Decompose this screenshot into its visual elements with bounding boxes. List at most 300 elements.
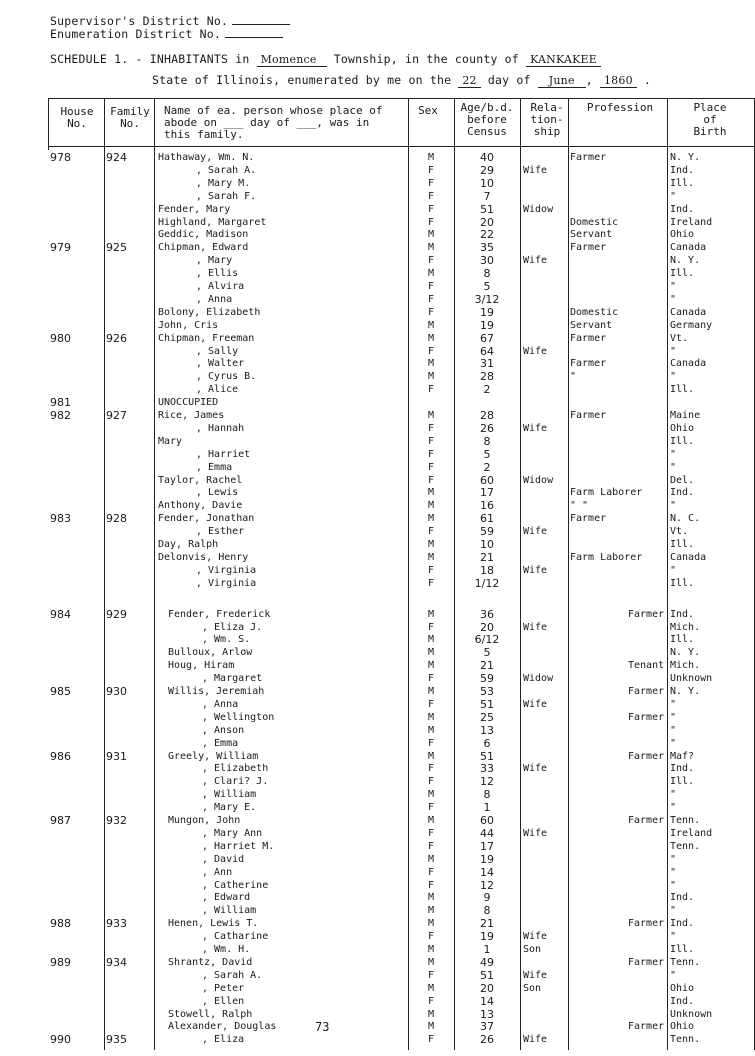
person-name-cell: Rice, James [158,410,225,421]
person-name-cell: UNOCCUPIED [158,397,219,409]
age-cell: 29 [480,163,494,177]
age-cell: 64 [480,344,494,358]
sex-cell: M [427,686,435,697]
person-name-cell: , Wm. S. [202,634,251,646]
person-name-cell: , Anson [202,724,245,736]
age-cell: 22 [480,228,494,242]
person-name-cell: , Harriet M. [202,840,275,852]
sex-cell: M [427,410,435,421]
birthplace-cell: Ohio [670,422,695,434]
profession-cell: Farmer [628,1021,665,1033]
house-number-cell: 978 [50,151,71,164]
family-number-cell: 933 [106,917,127,931]
birthplace-cell: Canada [670,358,707,370]
sex-cell: F [427,995,435,1007]
birthplace-cell: Ind. [670,487,695,499]
enumeration-district-blank [225,27,283,38]
age-cell: 5 [483,646,491,660]
age-cell: 10 [480,176,494,190]
relationship-cell: Widow [523,474,554,486]
birthplace-cell: Ohio [670,982,695,994]
age-cell: 20 [480,215,494,229]
col-rule-house [104,98,105,1050]
birthplace-cell: " [670,190,677,202]
family-number-cell: 931 [106,749,127,763]
birthplace-cell: Del. [670,474,695,486]
age-cell: 12 [480,878,494,892]
profession-cell: " [570,371,577,383]
age-cell: 49 [480,955,494,969]
age-cell: 19 [480,305,494,319]
person-name-cell: , Wm. H. [202,944,251,955]
sex-cell: F [427,461,435,473]
birthplace-cell: Ill. [670,539,695,550]
age-cell: 9 [483,891,491,905]
sex-cell: M [427,229,435,241]
age-cell: 19 [480,930,494,944]
sex-cell: M [427,371,435,383]
person-name-cell: , Clari? J. [202,776,269,788]
person-name-cell: Willis, Jeremiah [168,686,265,697]
sex-cell: F [427,827,435,839]
age-cell: 44 [480,826,494,840]
person-name-cell: Bolony, Elizabeth [158,306,261,318]
family-number-cell: 929 [106,607,127,621]
birthplace-cell: Ill. [670,435,695,447]
age-cell: 6/12 [474,633,500,647]
age-cell: 35 [480,241,494,255]
col-header-age: Age/b.d. before Census [460,101,514,138]
birthplace-cell: Ill. [670,577,695,589]
person-name-cell: , Mary E. [202,802,257,814]
sex-cell: M [427,487,435,499]
house-number-cell: 983 [50,512,71,526]
age-cell: 28 [480,370,494,384]
profession-cell: Farmer [628,608,665,620]
sex-cell: F [427,840,435,852]
sex-cell: F [427,564,435,576]
birthplace-cell: Tenn. [670,956,701,968]
age-cell: 51 [480,202,494,216]
sex-cell: F [427,255,435,267]
col-header-relationship: Rela- tion- ship [530,101,564,138]
person-name-cell: , Catharine [202,931,269,943]
sex-cell: F [427,474,435,486]
age-cell: 2 [483,383,491,397]
profession-cell: Farmer [628,815,665,826]
profession-cell: Farmer [570,152,607,163]
sex-cell: F [427,216,435,228]
enumeration-year: 1860 [600,74,637,88]
age-cell: 10 [480,538,494,551]
birthplace-cell: " [670,281,677,292]
age-cell: 8 [483,788,491,802]
age-cell: 7 [483,189,491,203]
birthplace-cell: " [670,969,677,981]
sex-cell: F [427,1034,435,1046]
house-number-cell: 984 [50,607,71,621]
birthplace-cell: " [670,737,677,749]
age-cell: 14 [480,994,494,1008]
age-cell: 37 [480,1020,494,1034]
age-cell: 19 [480,318,494,332]
birthplace-cell: " [670,724,677,736]
profession-cell: Servant [570,229,613,241]
day-of-label: day of [487,73,531,87]
sex-cell: F [427,203,435,215]
birthplace-cell: Tenn. [670,1034,701,1046]
age-cell: 13 [480,1007,494,1021]
state-line: State of Illinois, enumerated by me on the 22 day of June , 1860 . [152,73,652,87]
person-name-cell: , Sally [196,345,239,357]
birthplace-cell: N. Y. [670,255,701,267]
age-cell: 59 [480,672,494,686]
sex-cell: F [427,866,435,878]
sex-cell: M [427,152,435,163]
relationship-cell: Wife [523,255,548,267]
relationship-cell: Widow [523,203,554,215]
birthplace-cell: Ind. [670,918,695,930]
person-name-cell: Henen, Lewis T. [168,918,259,930]
birthplace-cell: Ohio [670,229,695,241]
person-name-cell: , Walter [196,358,245,370]
birthplace-cell: " [670,866,677,878]
relationship-cell: Wife [523,422,548,434]
birthplace-cell: " [670,879,677,891]
county-prefix: Township, in the county of [333,52,519,66]
age-cell: 21 [480,550,494,564]
age-cell: 14 [480,865,494,879]
house-number-cell: 985 [50,685,71,698]
age-cell: 60 [480,814,494,827]
age-cell: 18 [480,563,494,577]
sex-cell: M [427,660,435,672]
profession-cell: Domestic [570,216,619,228]
sex-cell: M [427,815,435,826]
birthplace-cell: Vt. [670,332,689,344]
person-name-cell: , Alice [196,384,239,396]
house-number-cell: 986 [50,749,71,763]
profession-cell: Farm Laborer [570,551,643,563]
birthplace-cell: Ireland [670,827,713,839]
person-name-cell: Fender, Mary [158,203,231,215]
sex-cell: M [427,789,435,801]
age-cell: 21 [480,659,494,673]
age-cell: 3/12 [474,292,500,306]
person-name-cell: , Esther [196,526,245,538]
birthplace-cell: Germany [670,319,713,331]
page-number: 73 [315,1020,330,1034]
sex-cell: M [427,268,435,280]
enumeration-district-label: Enumeration District No. [50,27,221,41]
state-prefix: State of Illinois, enumerated by me on the [152,73,452,87]
col-rule-left [48,98,49,150]
sex-cell: M [427,944,435,955]
age-cell: 60 [480,473,494,487]
sex-cell: M [427,539,435,550]
family-number-cell: 934 [106,955,127,969]
relationship-cell: Wife [523,345,548,357]
person-name-cell: Delonvis, Henry [158,551,249,563]
family-number-cell: 930 [106,685,127,698]
person-name-cell: Mungon, John [168,815,241,826]
sex-cell: F [427,969,435,981]
person-name-cell: , Hannah [196,422,245,434]
col-rule-family [154,98,155,1050]
birthplace-cell: Ind. [670,203,695,215]
age-cell: 1 [483,943,491,956]
relationship-cell: Son [523,944,542,955]
person-name-cell: , Sarah A. [196,164,257,176]
birthplace-cell: Tenn. [670,815,701,826]
col-rule-name [408,98,409,1050]
col-header-house: House No. [60,105,94,130]
relationship-cell: Wife [523,164,548,176]
age-cell: 67 [480,331,494,345]
age-cell: 53 [480,685,494,698]
person-name-cell: , Wellington [202,711,275,723]
person-name-cell: , Sarah A. [202,969,263,981]
sex-cell: M [427,634,435,646]
birthplace-cell: Maf? [670,750,695,762]
birthplace-cell: " [670,461,677,473]
birthplace-cell: Ill. [670,384,695,396]
profession-cell: Farmer [570,242,607,254]
birthplace-cell: Ind. [670,763,695,775]
relationship-cell: Wife [523,827,548,839]
sex-cell: F [427,621,435,633]
birthplace-cell: " [670,802,677,814]
relationship-cell: Wife [523,931,548,943]
person-name-cell: Bulloux, Arlow [168,647,253,659]
person-name-cell: , Cyrus B. [196,371,257,383]
sex-cell: F [427,802,435,814]
person-name-cell: Chipman, Edward [158,242,249,254]
age-cell: 25 [480,710,494,724]
sex-cell: M [427,647,435,659]
birthplace-cell: " [670,789,677,801]
sex-cell: M [427,982,435,994]
age-cell: 33 [480,762,494,776]
birthplace-cell: N. Y. [670,152,701,163]
person-name-cell: , Eliza J. [202,621,263,633]
profession-cell: Farmer [628,750,665,762]
age-cell: 31 [480,357,494,371]
sex-cell: F [427,776,435,788]
sex-cell: M [427,608,435,620]
sex-cell: M [427,750,435,762]
person-name-cell: Chipman, Freeman [158,332,255,344]
profession-cell: Farmer [628,686,665,697]
person-name-cell: , William [202,789,257,801]
sex-cell: M [427,853,435,865]
profession-cell: " " [570,500,589,512]
sex-cell: F [427,448,435,460]
house-number-cell: 979 [50,241,71,255]
age-cell: 5 [483,447,491,461]
profession-cell: Farm Laborer [570,487,643,499]
age-cell: 30 [480,254,494,268]
person-name-cell: , William [202,905,257,917]
person-name-cell: , Lewis [196,487,239,499]
birthplace-cell: Canada [670,551,707,563]
birthplace-cell: Unknown [670,1008,713,1020]
house-number-cell: 980 [50,331,71,345]
person-name-cell: , Mary [196,255,233,267]
birthplace-cell: " [670,500,677,512]
person-name-cell: , Peter [202,982,245,994]
age-cell: 26 [480,421,494,435]
birthplace-cell: Ill. [670,944,695,955]
relationship-cell: Wife [523,564,548,576]
age-cell: 8 [483,904,491,918]
schedule-prefix: SCHEDULE 1. - INHABITANTS in [50,52,250,66]
sex-cell: F [427,190,435,202]
sex-cell: M [427,1021,435,1033]
relationship-cell: Son [523,982,542,994]
person-name-cell: , Ellis [196,268,239,280]
age-cell: 16 [480,499,494,513]
person-name-cell: , Ann [202,866,233,878]
birthplace-cell: " [670,698,677,710]
relationship-cell: Wife [523,526,548,538]
person-name-cell: Highland, Margaret [158,216,267,228]
birthplace-cell: " [670,905,677,917]
family-number-cell: 927 [106,409,127,422]
person-name-cell: Houg, Hiram [168,660,235,672]
person-name-cell: Day, Ralph [158,539,219,550]
sex-cell: M [427,242,435,254]
sex-cell: F [427,281,435,292]
birthplace-cell: Maine [670,410,701,421]
age-cell: 17 [480,839,494,853]
person-name-cell: , Emma [202,737,239,749]
birthplace-cell: " [670,293,677,305]
person-name-cell: Shrantz, David [168,956,253,968]
person-name-cell: , Ellen [202,995,245,1007]
person-name-cell: , Emma [196,461,233,473]
person-name-cell: , Eliza [202,1034,245,1046]
sex-cell: F [427,164,435,176]
sex-cell: F [427,879,435,891]
birthplace-cell: Ill. [670,177,695,189]
relationship-cell: Widow [523,673,554,685]
birthplace-cell: Ireland [670,216,713,228]
birthplace-cell: " [670,931,677,943]
profession-cell: Tenant [628,660,665,672]
enumeration-month: June [538,74,586,88]
profession-cell: Farmer [570,332,607,344]
person-name-cell: Fender, Jonathan [158,513,255,525]
person-name-cell: Alexander, Douglas [168,1021,277,1033]
profession-cell: Farmer [570,358,607,370]
age-cell: 17 [480,486,494,500]
sex-cell: M [427,332,435,344]
relationship-cell: Wife [523,763,548,775]
sex-cell: F [427,345,435,357]
house-number-cell: 989 [50,955,71,969]
sex-cell: M [427,513,435,525]
birthplace-cell: Vt. [670,526,689,538]
profession-cell: Farmer [628,956,665,968]
house-number-cell: 981 [50,396,71,410]
age-cell: 61 [480,512,494,526]
col-rule-age [520,98,521,1050]
sex-cell: F [427,306,435,318]
house-number-cell: 982 [50,409,71,422]
family-number-cell: 932 [106,814,127,827]
profession-cell: Servant [570,319,613,331]
profession-cell: Domestic [570,306,619,318]
birthplace-cell: Ind. [670,608,695,620]
profession-cell: Farmer [570,513,607,525]
age-cell: 28 [480,409,494,422]
sex-cell: M [427,724,435,736]
person-name-cell: , Mary Ann [202,827,263,839]
relationship-cell: Wife [523,698,548,710]
sex-cell: F [427,435,435,447]
birthplace-cell: Canada [670,242,707,254]
col-rule-profession [667,98,668,1050]
township-name: Momence [257,53,327,67]
profession-cell: Farmer [628,918,665,930]
sex-cell: M [427,319,435,331]
family-number-cell: 924 [106,151,127,164]
sex-cell: M [427,711,435,723]
birthplace-cell: Mich. [670,621,701,633]
birthplace-cell: N. Y. [670,647,701,659]
county-name: KANKAKEE [526,53,601,67]
person-name-cell: Mary [158,435,183,447]
person-name-cell: , Anna [202,698,239,710]
sex-cell: M [427,905,435,917]
age-cell: 6 [483,736,491,750]
age-cell: 13 [480,723,494,737]
age-cell: 19 [480,852,494,866]
birthplace-cell: Ill. [670,776,695,788]
profession-cell: Farmer [570,410,607,421]
person-name-cell: , Edward [202,892,251,904]
supervisor-district-blank [232,14,290,25]
relationship-cell: Wife [523,969,548,981]
person-name-cell: , Harriet [196,448,251,460]
age-cell: 40 [480,151,494,164]
age-cell: 5 [483,280,491,293]
col-header-family: Family No. [110,105,150,130]
birthplace-cell: " [670,711,677,723]
age-cell: 26 [480,1033,494,1047]
house-number-cell: 988 [50,917,71,931]
person-name-cell: John, Cris [158,319,219,331]
birthplace-cell: Ohio [670,1021,695,1033]
birthplace-cell: " [670,345,677,357]
person-name-cell: , David [202,853,245,865]
sex-cell: F [427,526,435,538]
person-name-cell: Geddic, Madison [158,229,249,241]
schedule-line [50,52,601,67]
relationship-cell: Wife [523,1034,548,1046]
sex-cell: F [427,577,435,589]
birthplace-cell: Ind. [670,164,695,176]
house-number-cell: 987 [50,814,71,827]
birthplace-cell: Tenn. [670,840,701,852]
supervisor-district-label: Supervisor's District No. [50,14,229,28]
sex-cell: M [427,892,435,904]
person-name-cell: , Elizabeth [202,763,269,775]
age-cell: 1/12 [474,576,500,590]
sex-cell: F [427,293,435,305]
birthplace-cell: " [670,564,677,576]
